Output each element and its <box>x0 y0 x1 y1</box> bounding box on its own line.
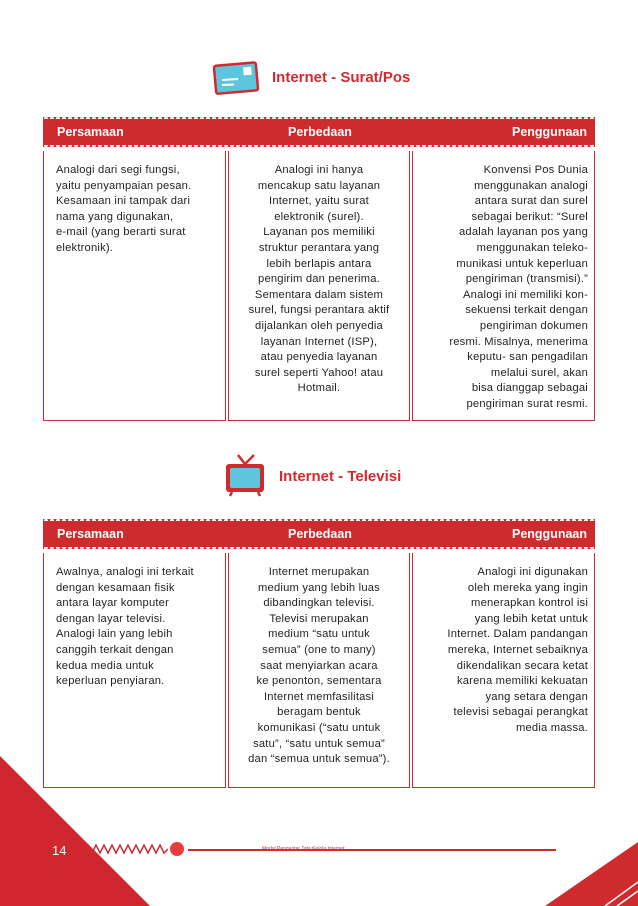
column-perbedaan <box>228 553 410 788</box>
footer-line <box>188 849 556 851</box>
television-icon <box>222 452 268 503</box>
corner-stripes <box>545 842 638 906</box>
header-penggunaan: Penggunaan <box>511 125 587 139</box>
header-perbedaan: Perbedaan <box>288 527 352 541</box>
header-penggunaan: Penggunaan <box>511 527 587 541</box>
header-persamaan: Persamaan <box>57 527 124 541</box>
section-title: Internet - Televisi <box>279 468 402 485</box>
zigzag-decoration <box>76 842 168 856</box>
corner-decoration <box>0 756 150 906</box>
page-number: 14 <box>52 843 67 858</box>
persamaan-text: Awalnya, analogi ini terkait dengan kesamaan fisik antara layar komputer dengan layar televisi. Analogi lain yang lebih canggih terkait dengan kedua media untuk keperluan penyiaran. <box>56 566 194 688</box>
penggunaan-text: Konvensi Pos Dunia menggunakan analogi antara surat dan surel sebagai berikut: “Surel adalah layanan pos yang menggunakan teleko- munikasi untuk keperluan pengiriman (transmisi).” Analogi ini memiliki kon- sekuensi terkait dengan pengiriman dokumen resmi. Misalnya, menerima keputu- san pengadilan melalui surel, akan bisa dianggap sebagai pengiriman surat resmi. <box>449 164 588 410</box>
table-header <box>43 519 595 549</box>
persamaan-text: Analogi dari segi fungsi, yaitu penyampaian pesan. Kesamaan ini tampak dari nama yang digunakan, e-mail (yang berarti surat elektronik). <box>56 164 192 254</box>
penggunaan-text: Analogi ini digunakan oleh mereka yang ingin menerapkan kontrol isi yang lebih ketat untuk Internet. Dalam pandangan mereka, Internet sebaiknya dikendalikan secara ketat karena memiliki kekuatan yang setara dengan televisi sebagai perangkat media massa. <box>447 566 588 734</box>
column-perbedaan <box>228 151 410 421</box>
table-header <box>43 117 595 147</box>
column-penggunaan <box>412 151 595 421</box>
column-persamaan <box>43 553 226 788</box>
column-persamaan <box>43 151 226 421</box>
perbedaan-text: Internet merupakan medium yang lebih luas dibandingkan televisi. Televisi merupakan medium “satu untuk semua” (one to many) saat menyiarkan acara ke penonton, sementara Internet memfasilitasi beragam bentuk komunikasi (“satu untuk satu”, “satu untuk semua” dan “semua untuk semua”). <box>248 566 390 766</box>
header-perbedaan: Perbedaan <box>288 125 352 139</box>
footer-dot <box>170 842 184 856</box>
header-persamaan: Persamaan <box>57 125 124 139</box>
column-penggunaan <box>412 553 595 788</box>
section-title: Internet - Surat/Pos <box>272 69 411 86</box>
envelope-icon <box>212 58 262 103</box>
perbedaan-text: Analogi ini hanya mencakup satu layanan Internet, yaitu surat elektronik (surel). Layanan pos memiliki struktur perantara yang lebih berlapis antara pengirim dan penerima. Sementara dalam sistem surel, fungsi perantara aktif dijalankan oleh penyedia layanan Internet (ISP), atau penyedia layanan surel seperti Yahoo! atau Hotmail. <box>248 164 390 395</box>
footer-text: Modul Pengantar Tata Kelola Internet <box>262 846 345 852</box>
